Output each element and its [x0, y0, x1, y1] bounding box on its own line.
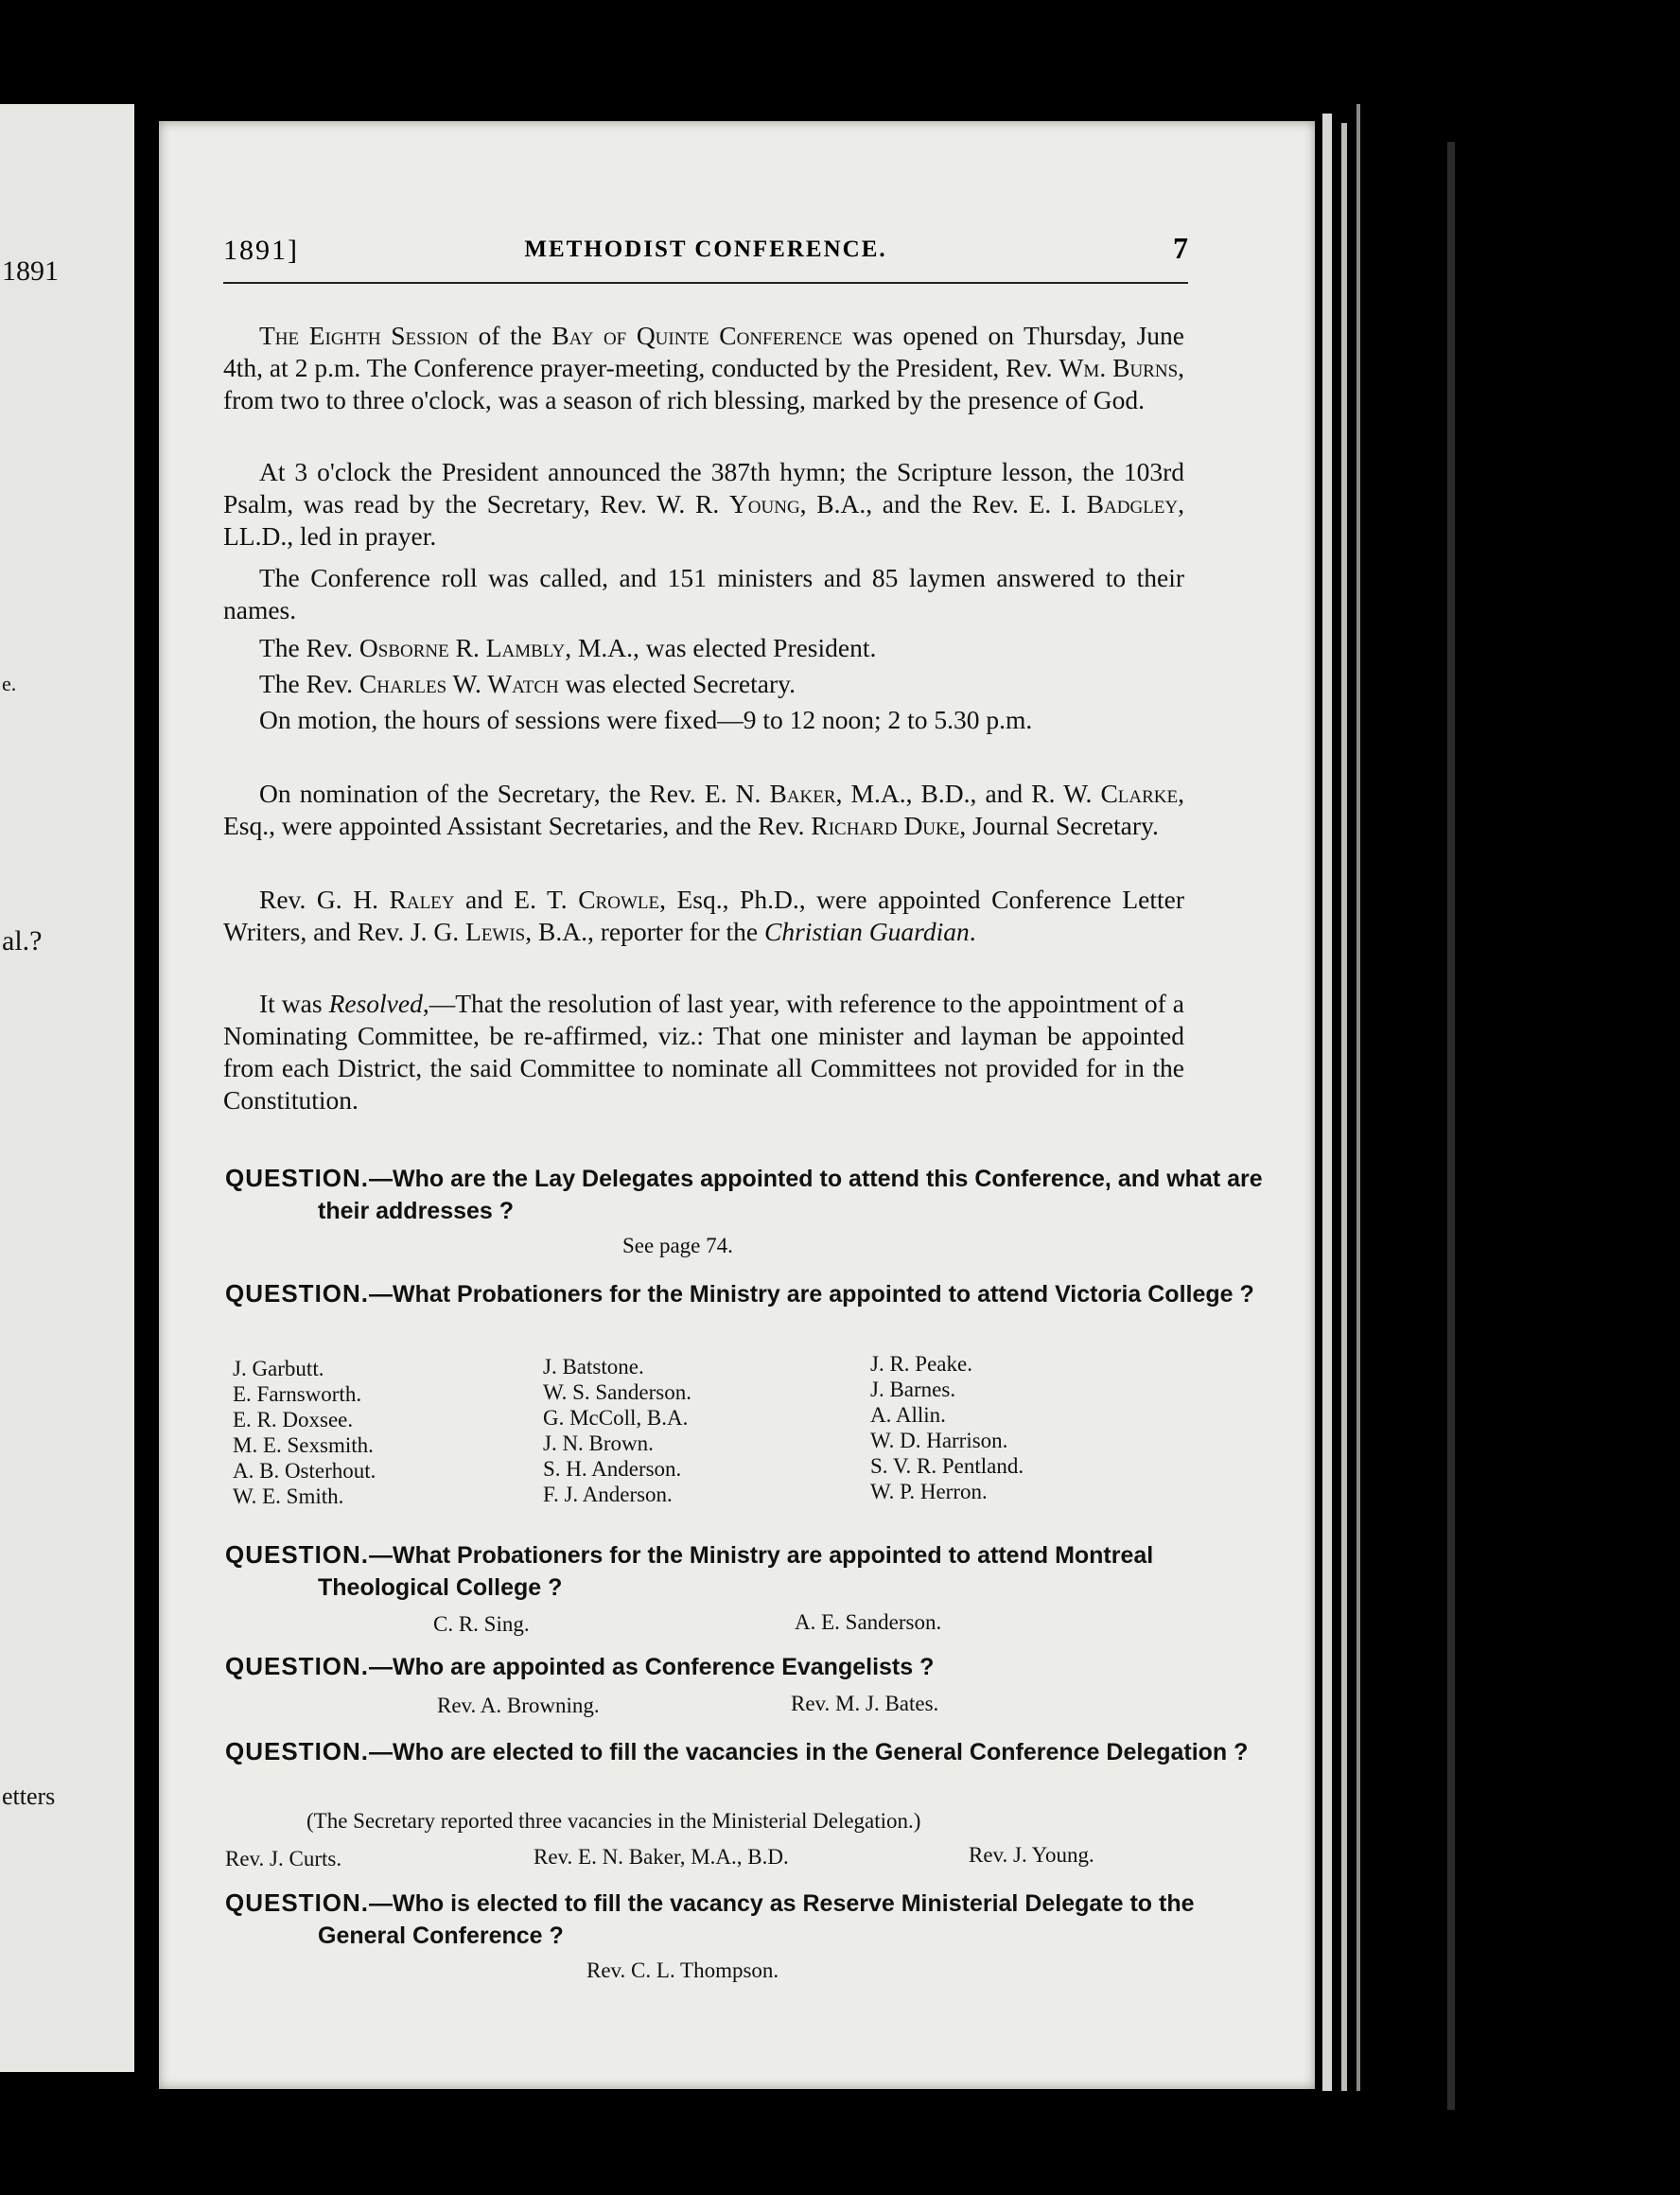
- list-item: S. H. Anderson.: [543, 1457, 682, 1481]
- page-edge: [1341, 123, 1347, 2091]
- answer-see-page: See page 74.: [622, 1234, 733, 1257]
- running-head: [223, 231, 1188, 284]
- answer-name: A. E. Sanderson.: [795, 1610, 942, 1634]
- left-facing-page: [0, 104, 134, 2072]
- question-general-conference-vacancies: QUESTION.—Who are elected to fill the vacancies in the General Conference Delegation ?: [225, 1737, 1249, 1765]
- list-item: W. P. Herron.: [870, 1480, 988, 1503]
- page-edge: [1447, 142, 1455, 2110]
- list-item: F. J. Anderson.: [543, 1483, 673, 1506]
- answer-name: Rev. J. Curts.: [225, 1847, 342, 1870]
- question-montreal-college: QUESTION.—What Probationers for the Ministry are appointed to attend Montreal Theological College ?: [225, 1540, 1154, 1601]
- header-title: METHODIST CONFERENCE.: [524, 237, 887, 262]
- answer-name: C. R. Sing.: [433, 1612, 530, 1636]
- list-item: S. V. R. Pentland.: [870, 1454, 1024, 1478]
- left-page-year: 1891: [2, 255, 59, 287]
- list-item: J. Barnes.: [870, 1378, 956, 1401]
- probationers-column-2: [543, 1354, 691, 1507]
- paragraph-hymn: At 3 o'clock the President announced the 387th hymn; the Scripture lesson, the 103rd Psalm, was read by the Secretary, Rev. W. R. Young, B.A., and the Rev. E. I. Badgley, LL.D., led in prayer.: [223, 457, 1184, 551]
- list-item: W. D. Harrison.: [870, 1429, 1008, 1452]
- paragraph-letter-writers: Rev. G. H. Raley and E. T. Crowle, Esq., Ph.D., were appointed Conference Letter Writers, and Rev. J. G. Lewis, B.A., reporter for the Christian Guardian.: [223, 885, 1185, 946]
- answer-name: Rev. M. J. Bates.: [791, 1692, 939, 1715]
- list-item: J. Batstone.: [543, 1355, 644, 1378]
- probationers-column-3: [870, 1351, 1024, 1504]
- left-page-fragment: etters: [2, 1782, 56, 1810]
- paragraph-assistant-secretaries: On nomination of the Secretary, the Rev. E. N. Baker, M.A., B.D., and R. W. Clarke, Esq., were appointed Assistant Secretaries, and the Rev. Richard Duke, Journal Secretary.: [223, 779, 1185, 840]
- list-item: J. N. Brown.: [543, 1431, 654, 1455]
- left-page-fragment: al.?: [2, 925, 43, 957]
- question-lay-delegates: QUESTION.—Who are the Lay Delegates appointed to attend this Conference, and what are their addresses ?: [225, 1164, 1263, 1224]
- answer-name: Rev. J. Young.: [969, 1843, 1094, 1867]
- paragraph-president: The Rev. Osborne R. Lambly, M.A., was elected President.: [259, 633, 877, 662]
- paragraph-resolution: It was Resolved,—That the resolution of last year, with reference to the appointment of a Nominating Committee, be re-affirmed, viz.: That one minister and layman be appointed from each District, the said Committee to nominate all Committees not provided for in the Constitution.: [223, 989, 1184, 1115]
- probationers-column-1: [233, 1356, 376, 1509]
- book-page: [159, 121, 1315, 2089]
- paragraph-secretary: The Rev. Charles W. Watch was elected Secretary.: [259, 669, 796, 698]
- list-item: E. Farnsworth.: [233, 1382, 362, 1406]
- list-item: G. McColl, B.A.: [543, 1406, 689, 1430]
- answer-name: Rev. C. L. Thompson.: [586, 1958, 779, 1982]
- left-page-fragment: e.: [2, 672, 17, 695]
- list-item: A. Allin.: [870, 1403, 946, 1427]
- paragraph-opening: The Eighth Session of the Bay of Quinte Conference was opened on Thursday, June 4th, at 2 p.m. The Conference prayer-meeting, conducted by the President, Rev. Wm. Burns, from two to three o'clock, was a season of rich blessing, marked by the presence of God.: [223, 321, 1185, 414]
- page-edge: [1322, 114, 1332, 2091]
- list-item: A. B. Osterhout.: [233, 1459, 376, 1483]
- answer-name: Rev. A. Browning.: [437, 1694, 600, 1717]
- list-item: J. R. Peake.: [870, 1352, 972, 1376]
- header-year: 1891]: [223, 235, 299, 266]
- page-edge: [1356, 104, 1360, 2091]
- question-victoria-college: QUESTION.—What Probationers for the Ministry are appointed to attend Victoria College ?: [225, 1279, 1254, 1308]
- secretary-note: (The Secretary reported three vacancies in the Ministerial Delegation.): [306, 1809, 921, 1833]
- paragraph-roll: The Conference roll was called, and 151 ministers and 85 laymen answered to their names.: [223, 563, 1184, 624]
- list-item: J. Garbutt.: [233, 1357, 324, 1380]
- question-reserve-delegate: QUESTION.—Who is elected to fill the vacancy as Reserve Ministerial Delegate to the General Conference ?: [225, 1888, 1195, 1949]
- list-item: W. S. Sanderson.: [543, 1380, 691, 1404]
- list-item: W. E. Smith.: [233, 1484, 344, 1508]
- list-item: E. R. Doxsee.: [233, 1408, 354, 1431]
- paragraph-hours: On motion, the hours of sessions were fixed—9 to 12 noon; 2 to 5.30 p.m.: [259, 705, 1033, 734]
- answer-name: Rev. E. N. Baker, M.A., B.D.: [534, 1845, 789, 1869]
- page-number: 7: [1173, 231, 1188, 265]
- list-item: M. E. Sexsmith.: [233, 1433, 374, 1457]
- question-evangelists: QUESTION.—Who are appointed as Conference Evangelists ?: [225, 1652, 935, 1680]
